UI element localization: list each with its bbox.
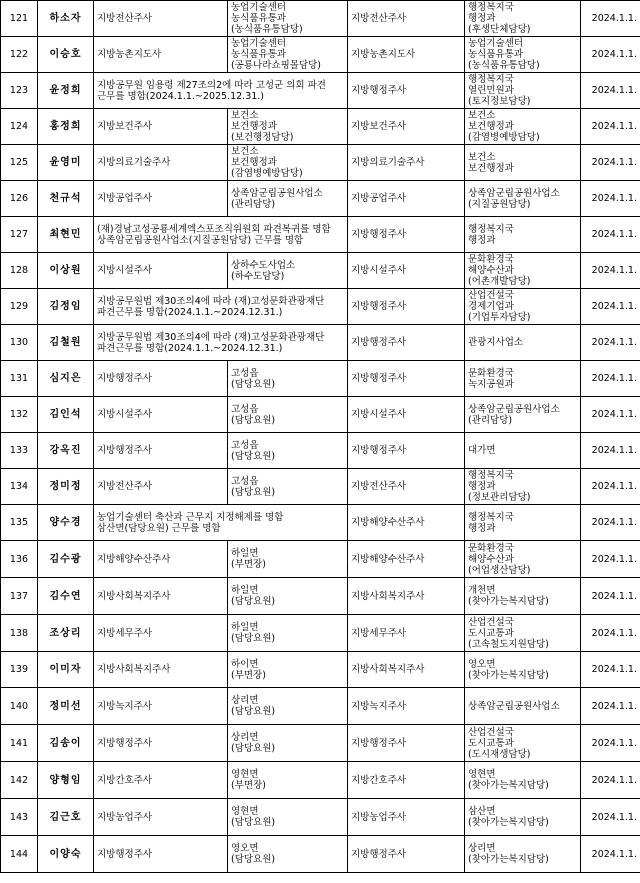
effective-date: 2024.1.1. [581,688,640,725]
row-number: 140 [1,688,38,725]
new-rank: 지방전산주사 [348,1,465,37]
effective-date: 2024.1.1. [581,469,640,505]
employee-name: 최현민 [38,217,94,253]
employee-name: 김수광 [38,541,94,578]
table-row [1,217,640,253]
row-number: 142 [1,762,38,799]
employee-name: 정미정 [38,469,94,505]
new-rank: 지방보건주사 [348,109,465,145]
table-row [1,37,640,73]
employee-name: 양형임 [38,762,94,799]
employee-name: 이상원 [38,253,94,289]
row-number: 122 [1,37,38,73]
effective-date: 2024.1.1. [581,73,640,109]
new-department: 대가면 [465,433,581,469]
previous-rank: 지방녹지주사 [94,688,228,725]
new-rank: 지방의료기술주사 [348,145,465,181]
previous-department: 하이면 (부면장) [228,652,348,688]
previous-department: 농업기술센터 농식품유통과 (농식품유통담당) [228,1,348,37]
new-department: 행정복지국 행정과 [465,505,581,541]
effective-date: 2024.1.1. [581,37,640,73]
employee-name: 윤영미 [38,145,94,181]
effective-date: 2024.1.1. [581,541,640,578]
table-row [1,578,640,615]
previous-department: 고성읍 (담당요원) [228,397,348,433]
previous-department: 고성읍 (담당요원) [228,469,348,505]
new-department: 삼산면 (찾아가는복지담당) [465,799,581,836]
table-row [1,73,640,109]
new-rank: 지방농촌지도사 [348,37,465,73]
previous-rank: 지방행정주사 [94,361,228,397]
assignment-note: 농업기술센터 축산과 근무지 지정해제를 명함 삼산면(담당요원) 근무를 명함 [94,505,348,541]
new-rank: 지방해양수산주사 [348,541,465,578]
previous-rank: 지방농업주사 [94,799,228,836]
effective-date: 2024.1.1. [581,725,640,762]
new-rank: 지방행정주사 [348,433,465,469]
new-department: 문화환경국 녹지공원과 [465,361,581,397]
new-department: 문화환경국 해양수산과 (어업생산담당) [465,541,581,578]
employee-name: 심지은 [38,361,94,397]
employee-name: 김근호 [38,799,94,836]
new-department: 농업기술센터 농식품유통과 (농식품유통담당) [465,37,581,73]
new-department: 상리면 (찾아가는복지담당) [465,836,581,873]
previous-rank: 지방행정주사 [94,433,228,469]
row-number: 129 [1,289,38,325]
previous-rank: 지방공업주사 [94,181,228,217]
table-row [1,725,640,762]
previous-department: 영오면 (담당요원) [228,836,348,873]
previous-department: 고성읍 (담당요원) [228,433,348,469]
table-row [1,361,640,397]
employee-name: 조상리 [38,615,94,652]
new-rank: 지방사회복지주사 [348,652,465,688]
employee-name: 강옥진 [38,433,94,469]
effective-date: 2024.1.1. [581,145,640,181]
effective-date: 2024.1.1. [581,181,640,217]
employee-name: 김정임 [38,289,94,325]
row-number: 126 [1,181,38,217]
new-rank: 지방행정주사 [348,725,465,762]
effective-date: 2024.1.1. [581,652,640,688]
new-rank: 지방행정주사 [348,361,465,397]
row-number: 133 [1,433,38,469]
employee-name: 이미자 [38,652,94,688]
effective-date: 2024.1.1. [581,578,640,615]
new-department: 산업건설국 도시교통과 (고속철도지원담당) [465,615,581,652]
effective-date: 2024.1.1. [581,799,640,836]
table-row [1,541,640,578]
employee-name: 홍정희 [38,109,94,145]
table-row [1,615,640,652]
new-department: 행정복지국 행정과 (정보관리담당) [465,469,581,505]
assignment-note: (재)경남고성공룡세계엑스포조직위원회 파견복귀를 명함 상족암군립공원사업소(지질공원담당) 근무를 명함 [94,217,348,253]
new-department: 개천면 (찾아가는복지담당) [465,578,581,615]
new-department: 보건소 보건행정과 (감염병예방담당) [465,109,581,145]
previous-department: 하일면 (담당요원) [228,578,348,615]
new-department: 행정복지국 열린민원과 (토지정보담당) [465,73,581,109]
row-number: 141 [1,725,38,762]
employee-name: 김송이 [38,725,94,762]
new-department: 상족암군립공원사업소 (지질공원담당) [465,181,581,217]
employee-name: 이양숙 [38,836,94,873]
table-row [1,397,640,433]
row-number: 123 [1,73,38,109]
previous-department: 보건소 보건행정과 (감염병예방담당) [228,145,348,181]
effective-date: 2024.1.1. [581,325,640,361]
previous-department: 하일면 (담당요원) [228,615,348,652]
previous-rank: 지방농촌지도사 [94,37,228,73]
table-row [1,253,640,289]
row-number: 144 [1,836,38,873]
employee-name: 윤정희 [38,73,94,109]
new-department: 산업건설국 경제기업과 (기업투자담당) [465,289,581,325]
previous-rank: 지방사회복지주사 [94,578,228,615]
table-row [1,762,640,799]
employee-name: 하소자 [38,1,94,37]
table-row [1,109,640,145]
table-row [1,289,640,325]
employee-name: 김인석 [38,397,94,433]
effective-date: 2024.1.1. [581,253,640,289]
table-row [1,325,640,361]
new-rank: 지방시설주사 [348,397,465,433]
effective-date: 2024.1.1. [581,615,640,652]
effective-date: 2024.1.1. [581,433,640,469]
effective-date: 2024.1.1. [581,1,640,37]
table-row [1,181,640,217]
effective-date: 2024.1.1. [581,217,640,253]
new-department: 상족암군립공원사업소 (관리담당) [465,397,581,433]
new-department: 영현면 (찾아가는복지담당) [465,762,581,799]
row-number: 124 [1,109,38,145]
effective-date: 2024.1.1. [581,762,640,799]
row-number: 135 [1,505,38,541]
new-department: 영오면 (찾아가는복지담당) [465,652,581,688]
new-rank: 지방사회복지주사 [348,578,465,615]
effective-date: 2024.1.1. [581,397,640,433]
new-rank: 지방행정주사 [348,217,465,253]
previous-department: 상리면 (담당요원) [228,688,348,725]
new-department: 보건소 보건행정과 [465,145,581,181]
new-department: 상족암군립공원사업소 [465,688,581,725]
row-number: 130 [1,325,38,361]
previous-rank: 지방행정주사 [94,725,228,762]
previous-department: 보건소 보건행정과 (보건행정담당) [228,109,348,145]
new-rank: 지방세무주사 [348,615,465,652]
employee-name: 김철원 [38,325,94,361]
new-rank: 지방행정주사 [348,289,465,325]
previous-department: 영현면 (담당요원) [228,799,348,836]
row-number: 128 [1,253,38,289]
effective-date: 2024.1.1. [581,505,640,541]
table-row [1,799,640,836]
new-department: 문화환경국 해양수산과 (어촌개발담당) [465,253,581,289]
previous-department: 하일면 (부면장) [228,541,348,578]
employee-name: 정미선 [38,688,94,725]
row-number: 132 [1,397,38,433]
previous-rank: 지방간호주사 [94,762,228,799]
previous-rank: 지방보건주사 [94,109,228,145]
new-department: 산업건설국 도시교통과 (도시재생담당) [465,725,581,762]
row-number: 127 [1,217,38,253]
table-row [1,688,640,725]
new-rank: 지방시설주사 [348,253,465,289]
table-row [1,652,640,688]
new-department: 관광지사업소 [465,325,581,361]
row-number: 125 [1,145,38,181]
previous-rank: 지방시설주사 [94,253,228,289]
row-number: 136 [1,541,38,578]
table-row [1,1,640,37]
new-rank: 지방행정주사 [348,325,465,361]
new-rank: 지방녹지주사 [348,688,465,725]
previous-department: 농업기술센터 농식품유통과 (공룡나라쇼핑몰담당) [228,37,348,73]
table-row [1,836,640,873]
table-row [1,433,640,469]
previous-rank: 지방전산주사 [94,469,228,505]
new-rank: 지방행정주사 [348,836,465,873]
assignment-note: 지방공무원법 제30조의4에 따라 (재)고성문화관광재단 파견근무를 명함(2024.1.1.~2024.12.31.) [94,325,348,361]
effective-date: 2024.1.1. [581,361,640,397]
effective-date: 2024.1.1. [581,836,640,873]
employee-name: 이승호 [38,37,94,73]
new-rank: 지방간호주사 [348,762,465,799]
previous-rank: 지방의료기술주사 [94,145,228,181]
new-department: 행정복지국 행정과 [465,217,581,253]
new-department: 행정복지국 행정과 (후생단체담당) [465,1,581,37]
table-row [1,505,640,541]
row-number: 138 [1,615,38,652]
previous-department: 영현면 (부면장) [228,762,348,799]
personnel-table-body [1,1,640,873]
previous-department: 상하수도사업소 (하수도담당) [228,253,348,289]
row-number: 139 [1,652,38,688]
assignment-note: 지방공무원 임용령 제27조의2에 따라 고성군 의회 파견 근무를 명함(2024.1.1.~2025.12.31.) [94,73,348,109]
row-number: 134 [1,469,38,505]
previous-rank: 지방사회복지주사 [94,652,228,688]
effective-date: 2024.1.1. [581,109,640,145]
table-row [1,145,640,181]
employee-name: 김수연 [38,578,94,615]
effective-date: 2024.1.1. [581,289,640,325]
assignment-note: 지방공무원법 제30조의4에 따라 (재)고성문화관광재단 파견근무를 명함(2024.1.1.~2024.12.31.) [94,289,348,325]
new-rank: 지방농업주사 [348,799,465,836]
previous-department: 상리면 (담당요원) [228,725,348,762]
previous-rank: 지방행정주사 [94,836,228,873]
previous-rank: 지방전산주사 [94,1,228,37]
new-rank: 지방전산주사 [348,469,465,505]
previous-rank: 지방해양수산주사 [94,541,228,578]
new-rank: 지방해양수산주사 [348,505,465,541]
new-rank: 지방행정주사 [348,73,465,109]
row-number: 137 [1,578,38,615]
table-row [1,469,640,505]
row-number: 131 [1,361,38,397]
previous-department: 상족암군립공원사업소 (관리담당) [228,181,348,217]
employee-name: 양수경 [38,505,94,541]
row-number: 121 [1,1,38,37]
previous-rank: 지방시설주사 [94,397,228,433]
row-number: 143 [1,799,38,836]
previous-rank: 지방세무주사 [94,615,228,652]
previous-department: 고성읍 (담당요원) [228,361,348,397]
new-rank: 지방공업주사 [348,181,465,217]
employee-name: 천규석 [38,181,94,217]
